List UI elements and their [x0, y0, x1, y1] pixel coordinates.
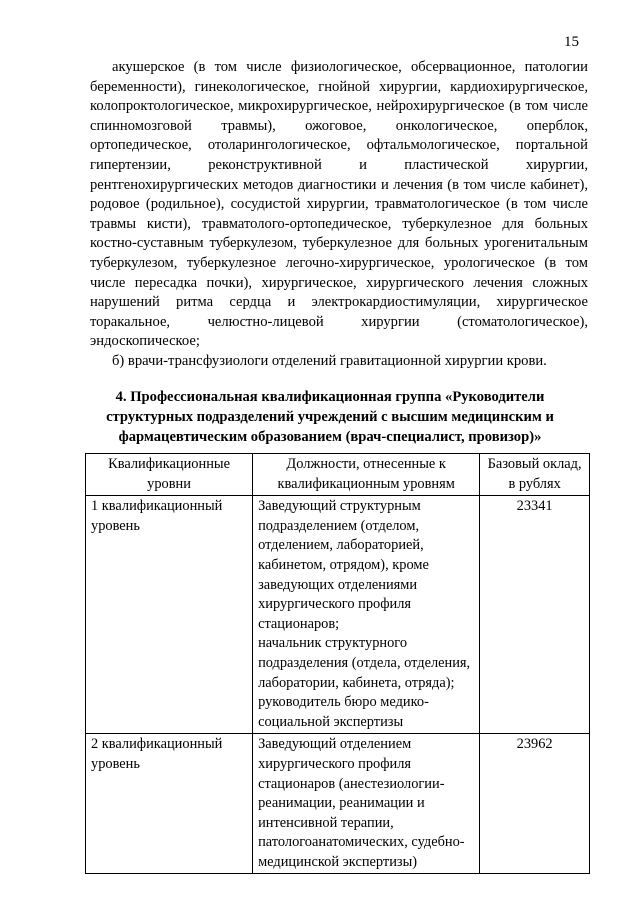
- position-text: руководитель бюро медико-социальной экспертизы: [258, 694, 429, 730]
- position-text: начальник структурного подразделения (отдела, отделения, лаборатории, кабинета, отряда);: [258, 635, 471, 691]
- table-header-row: [86, 454, 590, 496]
- position-text: Заведующий структурным подразделением (отделом, отделением, лабораторией, кабинетом, отрядом), кроме заведующих отделениями хирургического профиля стационаров;: [258, 498, 429, 632]
- body-text: [90, 58, 588, 372]
- paragraph: акушерское (в том числе физиологическое, обсервационное, патологии беременности), гинекологическое, гнойной хирургии, кардиохирургическое, колопроктологическое, микрохирургическое, нейрохирургическое (в том числе спинномозговой травмы), ожоговое, онкологическое, оперблок, ортопедическое, отоларингологическое, офтальмологическое, портальной гипертензии, реконструктивной и пластической хирургии, рентгенохирургических методов диагностики и лечения (в том числе кабинет), родовое (родильное), сосудистой хирургии, травматологическое (в том числе травмы кисти), травматолого-ортопедическое, туберкулезное для больных костно-суставным туберкулезом, туберкулезное для больных урогенитальным туберкулезом, туберкулезное легочно-хирургическое, урологическое (в том числе пересадка почки), хирургическое, хирургического лечения сложных нарушений ритма сердца и электрокардиостимуляции, хирургическое торакальное, челюстно-лицевой хирургии (стоматологическое), эндоскопическое;: [90, 59, 588, 350]
- header-salary: Базовый оклад, в рублях: [480, 454, 590, 496]
- salary-cell: 23962: [480, 734, 590, 874]
- position-text: Заведующий отделением хирургического профиля стационаров (анестезиологии-реанимации, реанимации и интенсивной терапии, патологоанатомических, судебно-медицинской экспертизы): [258, 736, 465, 870]
- section-heading: 4. Профессиональная квалификационная группа «Руководители структурных подразделений учреждений с высшим медицинским и фармацевтическим образованием (врач-специалист, провизор)»: [106, 389, 554, 445]
- header-levels: Квалификационные уровни: [86, 454, 253, 496]
- level-cell: 1 квалификационный уровень: [86, 496, 253, 734]
- positions-cell: [253, 734, 480, 874]
- positions-cell: [253, 496, 480, 734]
- table-row: [86, 734, 590, 874]
- page-number: 15: [564, 34, 579, 50]
- level-cell: 2 квалификационный уровень: [86, 734, 253, 874]
- qualification-table: [85, 453, 590, 874]
- header-positions: Должности, отнесенные к квалификационным уровням: [253, 454, 480, 496]
- table-row: [86, 496, 590, 734]
- paragraph: б) врачи-трансфузиологи отделений гравитационной хирургии крови.: [112, 352, 547, 369]
- salary-cell: 23341: [480, 496, 590, 734]
